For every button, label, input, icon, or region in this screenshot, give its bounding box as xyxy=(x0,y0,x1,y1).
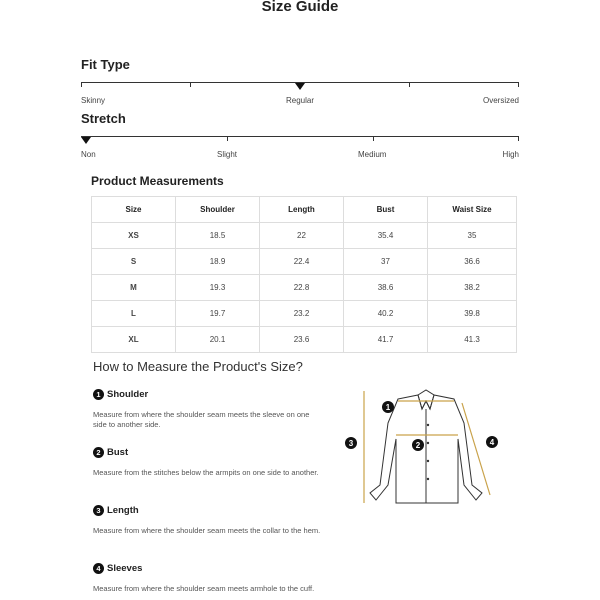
fit-type-marker xyxy=(295,83,305,90)
step-sleeves-heading xyxy=(93,563,142,574)
svg-text:3: 3 xyxy=(348,439,354,448)
table-row xyxy=(92,275,517,301)
column-header: Waist Size xyxy=(428,197,517,223)
step-description: Measure from where the shoulder seam meets armhole to the cuff. xyxy=(93,584,315,593)
step-description: Measure from where the shoulder seam meets the sleeve on one side to another side. xyxy=(93,410,310,429)
table-cell: 41.3 xyxy=(428,327,517,353)
table-row xyxy=(92,301,517,327)
table-cell: XL xyxy=(92,327,176,353)
fit-option-oversized: Oversized xyxy=(482,96,519,105)
marker-3 xyxy=(345,437,357,449)
stretch-option-medium: Medium xyxy=(358,150,387,159)
svg-text:2: 2 xyxy=(415,441,421,450)
table-cell: 35.4 xyxy=(344,223,428,249)
table-row xyxy=(92,223,517,249)
marker-4 xyxy=(486,436,498,448)
step-number-badge: 2 xyxy=(93,447,104,458)
marker-2 xyxy=(412,439,424,451)
step-shoulder-heading xyxy=(93,389,148,400)
stretch-tick xyxy=(227,136,228,141)
step-number-badge: 1 xyxy=(93,389,104,400)
stretch-tick xyxy=(373,136,374,141)
stretch-scale xyxy=(81,136,519,137)
table-cell: 19.3 xyxy=(176,275,260,301)
column-header: Length xyxy=(260,197,344,223)
fit-type-label: Fit Type xyxy=(81,57,130,72)
table-cell: 22.4 xyxy=(260,249,344,275)
table-cell: M xyxy=(92,275,176,301)
shirt-measurement-diagram xyxy=(340,385,510,515)
stretch-option-high: High xyxy=(502,150,519,159)
table-cell: 18.5 xyxy=(176,223,260,249)
step-number-badge: 3 xyxy=(93,505,104,516)
measurements-table xyxy=(91,196,517,353)
table-cell: S xyxy=(92,249,176,275)
table-cell: 22.8 xyxy=(260,275,344,301)
shirt-collar xyxy=(418,390,434,409)
svg-text:4: 4 xyxy=(489,438,495,447)
fit-option-regular: Regular xyxy=(286,96,315,105)
table-cell: 19.7 xyxy=(176,301,260,327)
fit-tick xyxy=(190,82,191,87)
stretch-option-slight: Slight xyxy=(217,150,238,159)
stretch-tick xyxy=(518,136,519,141)
step-description: Measure from the stitches below the armpits on one side to another. xyxy=(93,468,319,477)
table-cell: 41.7 xyxy=(344,327,428,353)
table-cell: 22 xyxy=(260,223,344,249)
step-bust-heading xyxy=(93,447,128,458)
step-number-badge: 4 xyxy=(93,563,104,574)
table-cell: 40.2 xyxy=(344,301,428,327)
table-row xyxy=(92,249,517,275)
table-row xyxy=(92,327,517,353)
step-name: Shoulder xyxy=(107,389,149,400)
svg-text:1: 1 xyxy=(385,403,391,412)
column-header: Bust xyxy=(344,197,428,223)
table-cell: 39.8 xyxy=(428,301,517,327)
table-cell: 20.1 xyxy=(176,327,260,353)
table-cell: 38.6 xyxy=(344,275,428,301)
step-name: Bust xyxy=(107,447,129,458)
table-cell: 38.2 xyxy=(428,275,517,301)
step-name: Sleeves xyxy=(107,563,143,574)
how-to-title: How to Measure the Product's Size? xyxy=(93,359,303,374)
table-cell: 23.6 xyxy=(260,327,344,353)
fit-tick xyxy=(81,82,82,87)
column-header: Shoulder xyxy=(176,197,260,223)
column-header: Size xyxy=(92,197,176,223)
table-cell: 35 xyxy=(428,223,517,249)
page-title: Size Guide xyxy=(261,0,339,15)
stretch-label: Stretch xyxy=(81,111,126,126)
measurements-title: Product Measurements xyxy=(91,174,224,188)
fit-tick xyxy=(409,82,410,87)
fit-tick xyxy=(518,82,519,87)
fit-option-skinny: Skinny xyxy=(81,96,106,105)
stretch-option-non: Non xyxy=(81,150,96,159)
table-cell: 18.9 xyxy=(176,249,260,275)
table-cell: XS xyxy=(92,223,176,249)
stretch-marker xyxy=(81,137,91,144)
step-length-heading xyxy=(93,505,139,516)
step-description: Measure from where the shoulder seam meets the collar to the hem. xyxy=(93,526,321,535)
table-cell: 37 xyxy=(344,249,428,275)
marker-1 xyxy=(382,401,394,413)
table-cell: 36.6 xyxy=(428,249,517,275)
step-name: Length xyxy=(107,505,139,516)
table-cell: L xyxy=(92,301,176,327)
table-cell: 23.2 xyxy=(260,301,344,327)
